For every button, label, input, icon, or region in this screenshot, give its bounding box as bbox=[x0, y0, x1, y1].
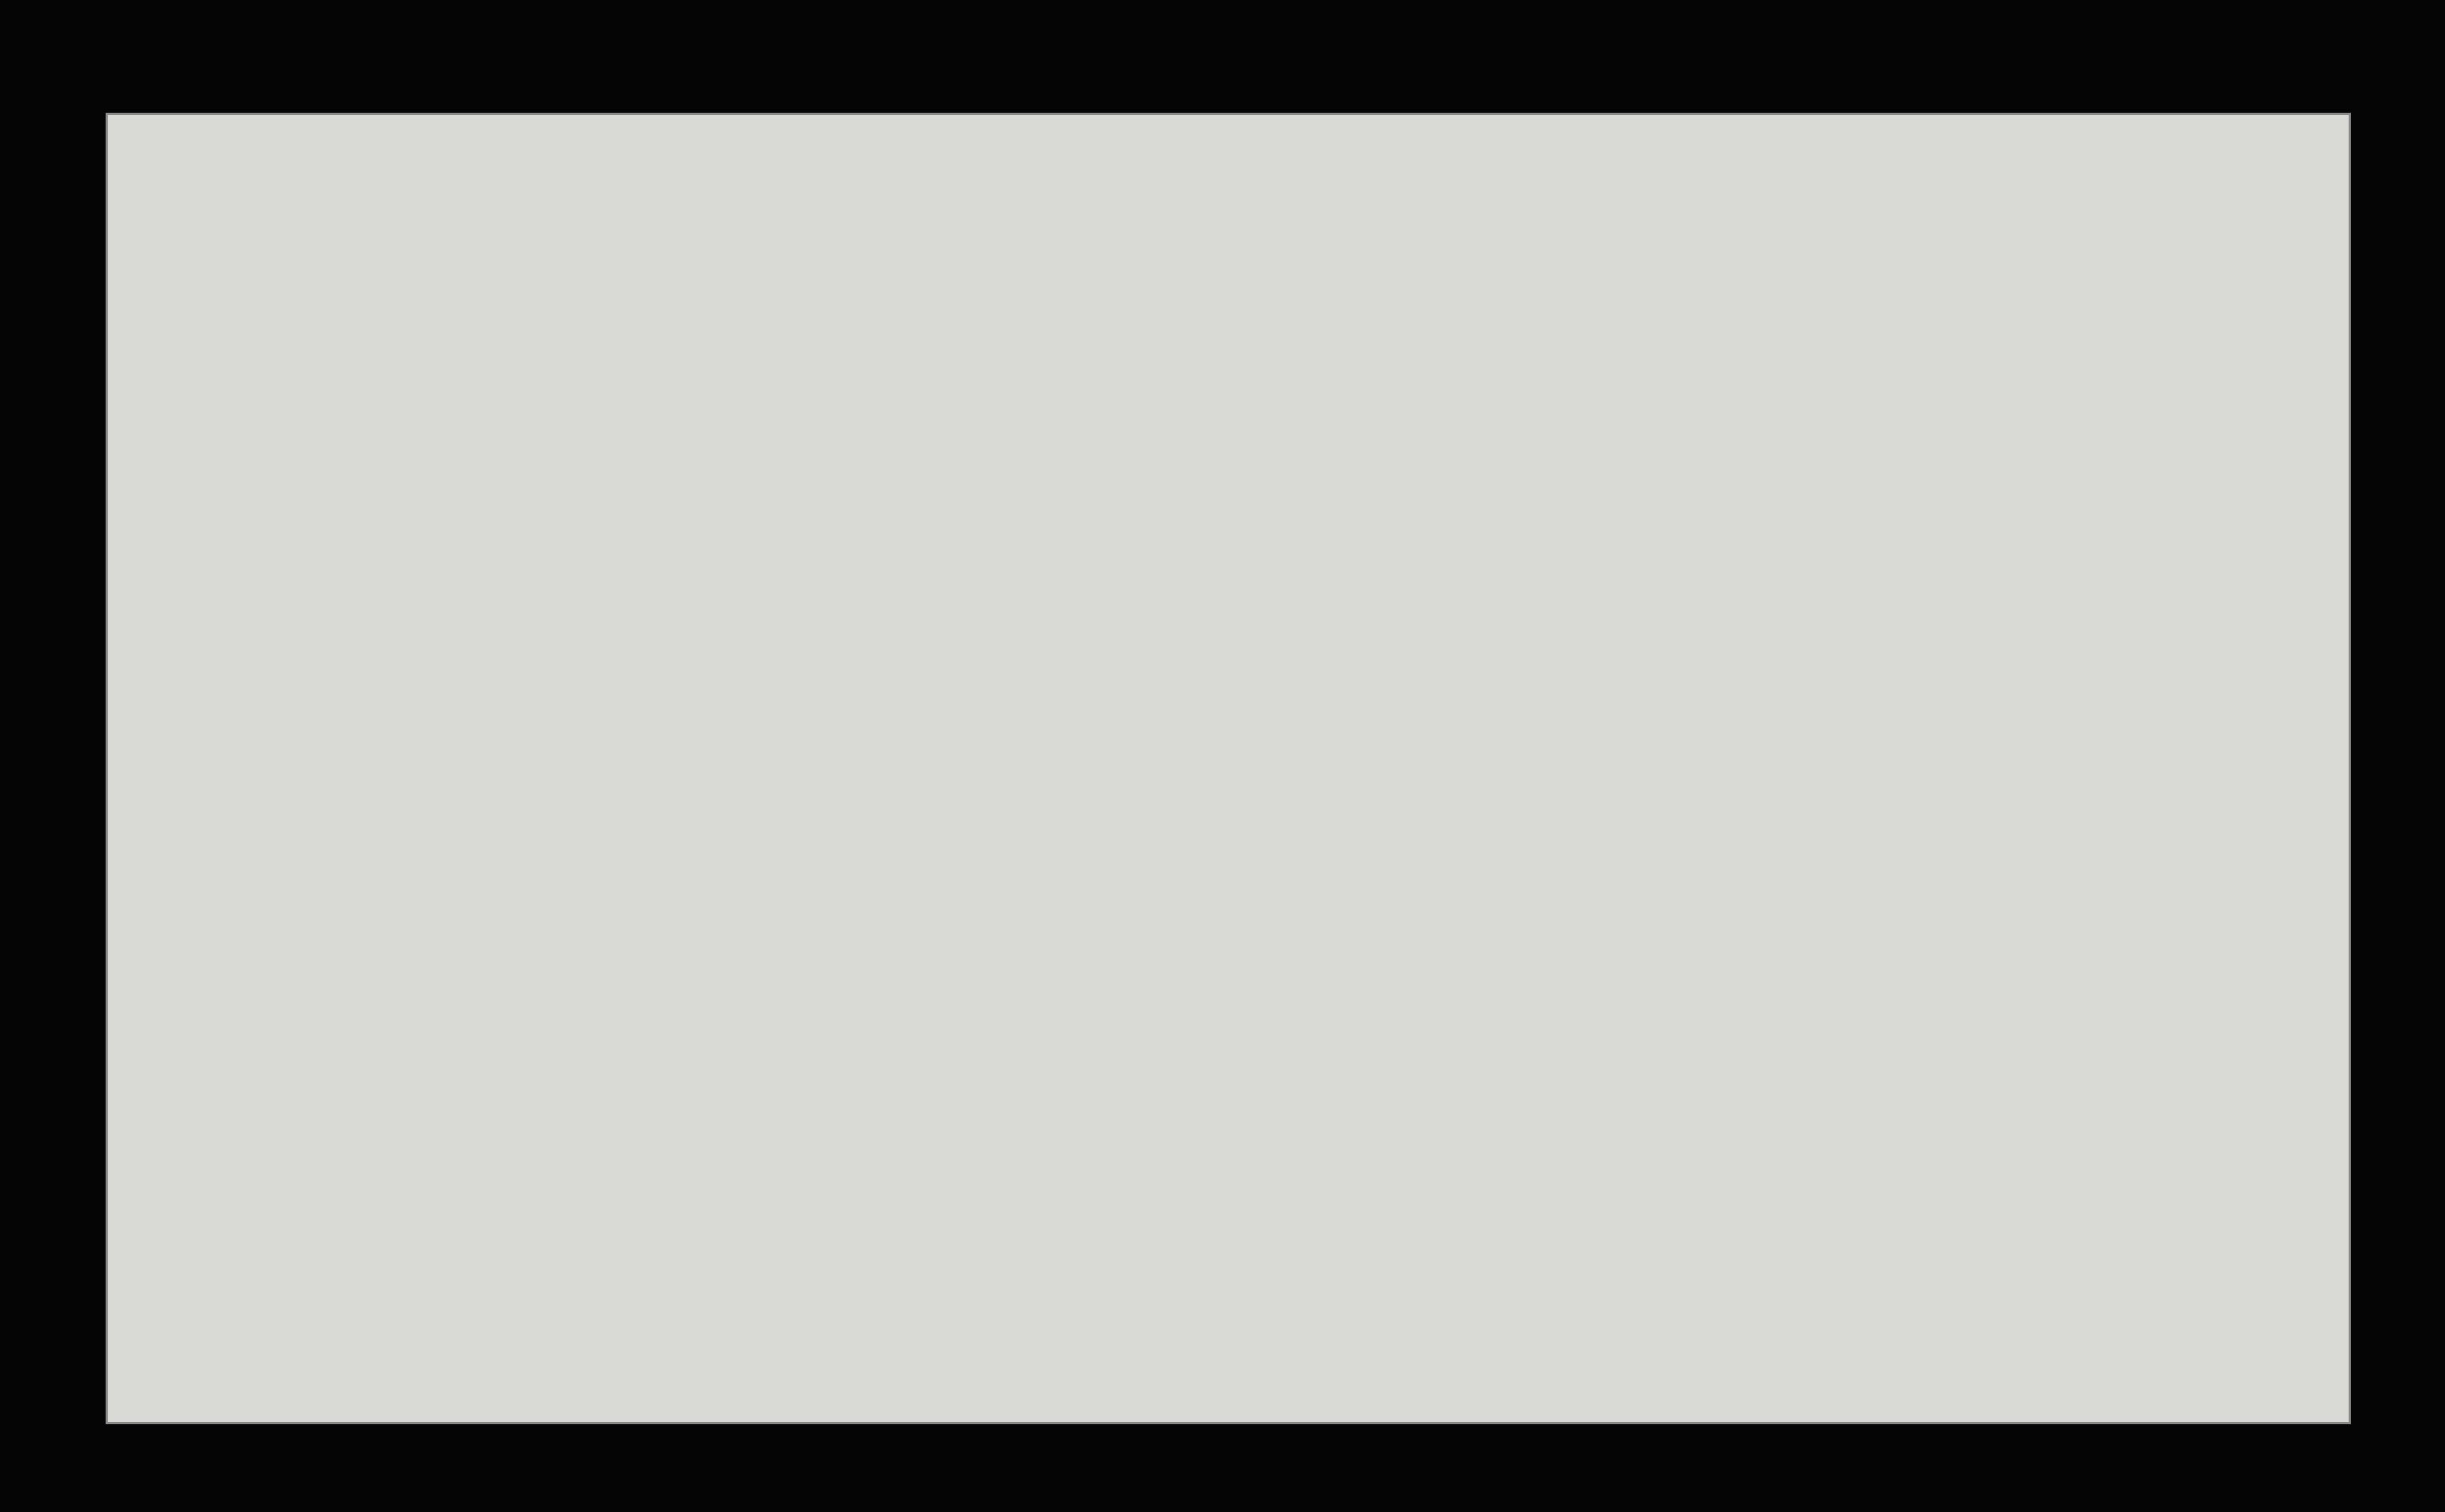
card-grid bbox=[108, 115, 2349, 1422]
census-card bbox=[106, 113, 2351, 1424]
